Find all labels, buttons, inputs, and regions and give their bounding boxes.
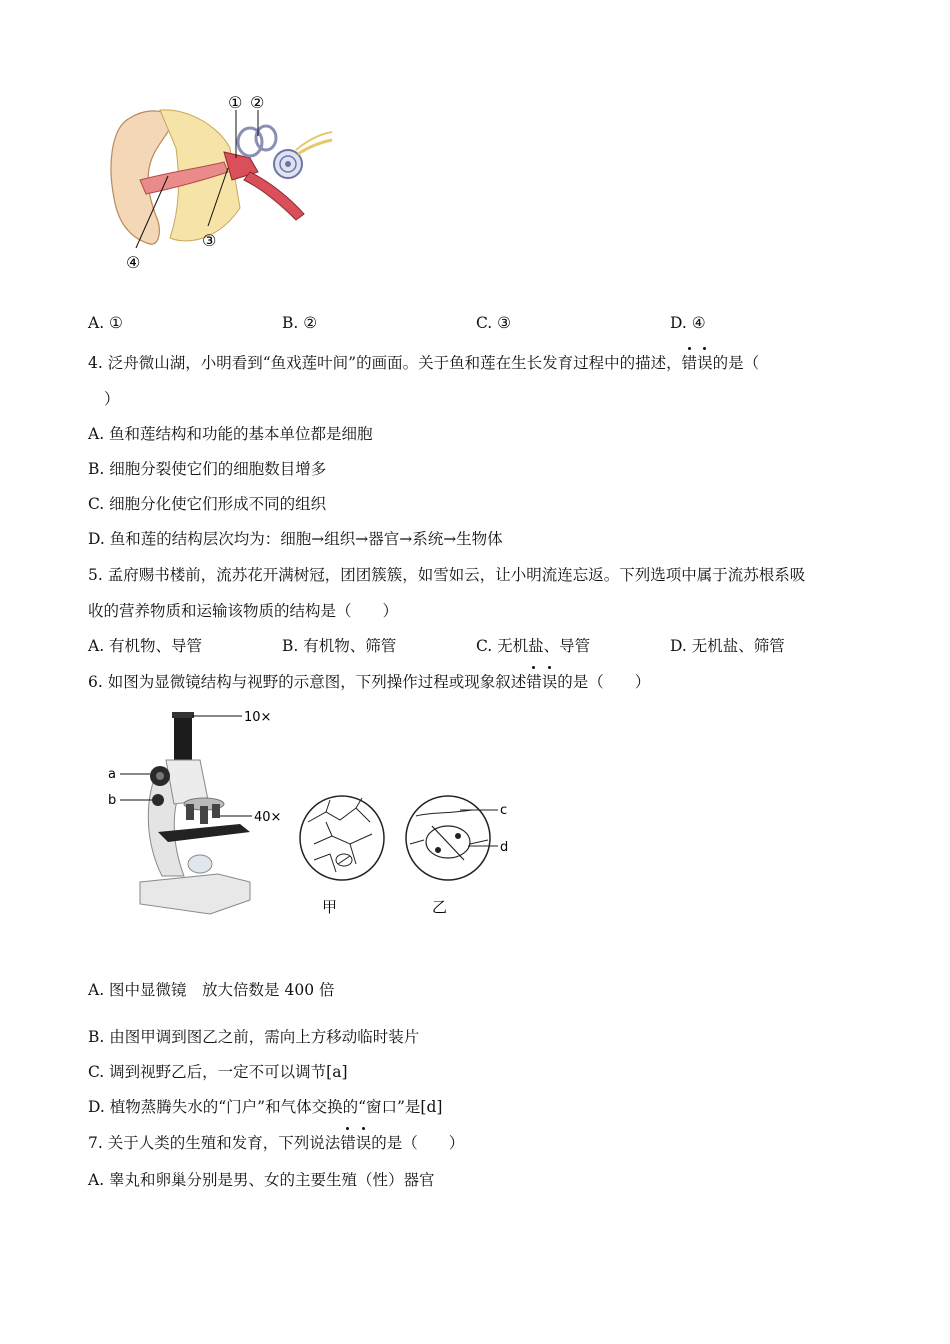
- q5-option-b: B. 有机物、筛管: [282, 637, 397, 655]
- q5-option-c: C. 无机盐、导管: [476, 637, 591, 655]
- q3-option-b: B. ②: [282, 314, 318, 332]
- q4-option-d: D. 鱼和莲的结构层次均为：细胞→组织→器官→系统→生物体: [88, 530, 503, 548]
- label-c: c: [500, 803, 508, 818]
- view-label-jia: 甲: [322, 898, 338, 916]
- q6-option-c: C. 调到视野乙后，一定不可以调节[a]: [88, 1063, 348, 1081]
- q4-option-c: C. 细胞分化使它们形成不同的组织: [88, 495, 327, 513]
- label-d: d: [500, 840, 509, 855]
- label-b: b: [108, 793, 117, 808]
- q7-option-a: A. 睾丸和卵巢分别是男、女的主要生殖（性）器官: [88, 1171, 435, 1189]
- q4-stem: [88, 351, 759, 373]
- q4-stem-post: 的是（: [712, 354, 760, 372]
- ear-label-1: ①: [228, 93, 243, 112]
- q6-stem: [88, 670, 650, 692]
- q6-option-b: B. 由图甲调到图乙之前，需向上方移动临时装片: [88, 1028, 420, 1046]
- q3-option-a: A. ①: [88, 314, 123, 332]
- label-a: a: [108, 767, 116, 782]
- label-eyepiece-10x: 10×: [244, 710, 272, 725]
- q4-option-b: B. 细胞分裂使它们的细胞数目增多: [88, 460, 327, 478]
- q3-option-d: D. ④: [670, 314, 706, 332]
- q7-stem: [88, 1131, 464, 1153]
- q7-stem-post: 的是（ ）: [371, 1134, 465, 1152]
- q3-option-c: C. ③: [476, 314, 512, 332]
- q4-stem-close: ）: [104, 390, 120, 408]
- q6-emph-1: 错: [526, 670, 542, 692]
- q6-option-a: A. 图中显微镜 放大倍数是 400 倍: [88, 981, 335, 999]
- q4-stem-pre: 4. 泛舟微山湖，小明看到“鱼戏莲叶间”的画面。关于鱼和莲在生长发育过程中的描述，: [88, 354, 682, 372]
- q5-stem-line2: 收的营养物质和运输该物质的结构是（ ）: [88, 602, 399, 620]
- ear-label-3: ③: [202, 231, 217, 250]
- q5-option-d: D. 无机盐、筛管: [670, 637, 785, 655]
- q5-stem-line1: 5. 孟府赐书楼前，流苏花开满树冠，团团簇簇，如雪如云，让小明流连忘返。下列选项中属于流苏根系吸: [88, 566, 806, 584]
- q4-option-a: A. 鱼和莲结构和功能的基本单位都是细胞: [88, 425, 373, 443]
- q6-emph-2: 误: [542, 670, 558, 692]
- q4-emph-2: 误: [697, 351, 713, 373]
- ear-label-2: ②: [250, 93, 265, 112]
- ear-label-4: ④: [126, 253, 141, 272]
- view-label-yi: 乙: [432, 898, 448, 916]
- q5-option-a: A. 有机物、导管: [88, 637, 203, 655]
- q7-emph-1: 错: [340, 1131, 356, 1153]
- q7-emph-2: 误: [356, 1131, 372, 1153]
- q4-emph-1: 错: [682, 351, 698, 373]
- ear-diagram: [100, 88, 340, 278]
- q7-stem-pre: 7. 关于人类的生殖和发育，下列说法: [88, 1134, 341, 1152]
- q6-option-d: D. 植物蒸腾失水的“门户”和气体交换的“窗口”是[d]: [88, 1098, 443, 1116]
- q6-stem-post: 的是（ ）: [557, 673, 651, 691]
- microscope-diagram: [100, 704, 520, 924]
- label-objective-40x: 40×: [254, 810, 282, 825]
- q6-stem-pre: 6. 如图为显微镜结构与视野的示意图，下列操作过程或现象叙述: [88, 673, 527, 691]
